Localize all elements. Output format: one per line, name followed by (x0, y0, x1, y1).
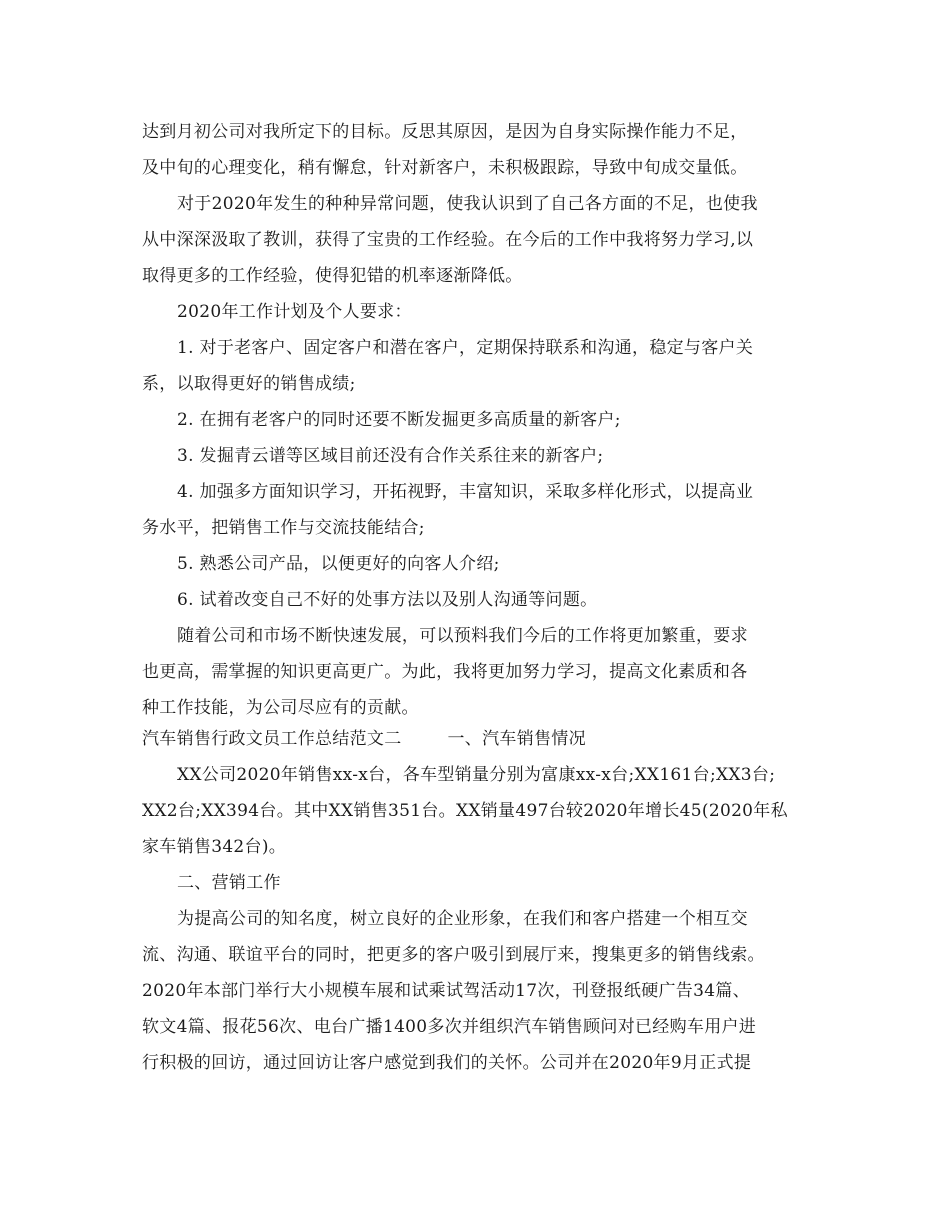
text-line: XX公司2020年销售xx-x台，各车型销量分别为富康xx-x台;XX161台;XX3台; (177, 765, 776, 785)
text-line: 随着公司和市场不断快速发展，可以预料我们今后的工作将更加繁重，要求 (177, 626, 748, 646)
text-line: 2020年本部门举行大小规模车展和试乘试驾活动17次，刊登报纸硬广告34篇、 (142, 981, 750, 1001)
text-line: 种工作技能，为公司尽应有的贡献。 (142, 698, 419, 718)
text-line: 行积极的回访，通过回访让客户感觉到我们的关怀。公司并在2020年9月正式提 (142, 1053, 752, 1073)
text-line: 取得更多的工作经验，使得犯错的机率逐渐降低。 (142, 266, 523, 286)
text-line: XX2台;XX394台。其中XX销售351台。XX销量497台较2020年增长45(2020年私 (142, 801, 788, 821)
article-heading (142, 728, 586, 750)
text-line: 家车销售342台)。 (142, 837, 287, 857)
text-line: 达到月初公司对我所定下的目标。反思其原因，是因为自身实际操作能力不足， (142, 122, 748, 142)
text-line: 也更高，需掌握的知识更高更广。为此，我将更加努力学习，提高文化素质和各 (142, 662, 748, 682)
list-item-continuation: 系，以取得更好的销售成绩; (142, 374, 356, 394)
list-item: 6. 试着改变自己不好的处事方法以及别人沟通等问题。 (177, 590, 598, 610)
text-line: 为提高公司的知名度，树立良好的企业形象，在我们和客户搭建一个相互交 (177, 909, 748, 929)
text-line: 流、沟通、联谊平台的同时，把更多的客户吸引到展厅来，搜集更多的销售线索。 (142, 945, 765, 965)
section-heading: 一、汽车销售情况 (447, 729, 586, 749)
list-item: 2. 在拥有老客户的同时还要不断发掘更多高质量的新客户; (177, 410, 621, 430)
text-line: 2020年工作计划及个人要求： (177, 302, 412, 322)
text-line: 从中深深汲取了教训，获得了宝贵的工作经验。在今后的工作中我将努力学习,以 (142, 230, 754, 250)
list-item: 4. 加强多方面知识学习，开拓视野，丰富知识，采取多样化形式，以提高业 (177, 482, 754, 502)
list-item: 3. 发掘青云谱等区域目前还没有合作关系往来的新客户; (177, 446, 604, 466)
article-title: 汽车销售行政文员工作总结范文二 (142, 729, 402, 749)
list-item: 5. 熟悉公司产品，以便更好的向客人介绍; (177, 554, 500, 574)
text-line: 及中旬的心理变化，稍有懈怠，针对新客户，未积极跟踪，导致中旬成交量低。 (142, 158, 748, 178)
text-line: 对于2020年发生的种种异常问题，使我认识到了自己各方面的不足，也使我 (177, 194, 758, 214)
list-item: 1. 对于老客户、固定客户和潜在客户，定期保持联系和沟通，稳定与客户关 (177, 338, 754, 358)
list-item-continuation: 务水平，把销售工作与交流技能结合; (142, 518, 425, 538)
text-line: 软文4篇、报花56次、电台广播1400多次并组织汽车销售顾问对已经购车用户进 (142, 1017, 757, 1037)
section-heading: 二、营销工作 (177, 873, 281, 893)
